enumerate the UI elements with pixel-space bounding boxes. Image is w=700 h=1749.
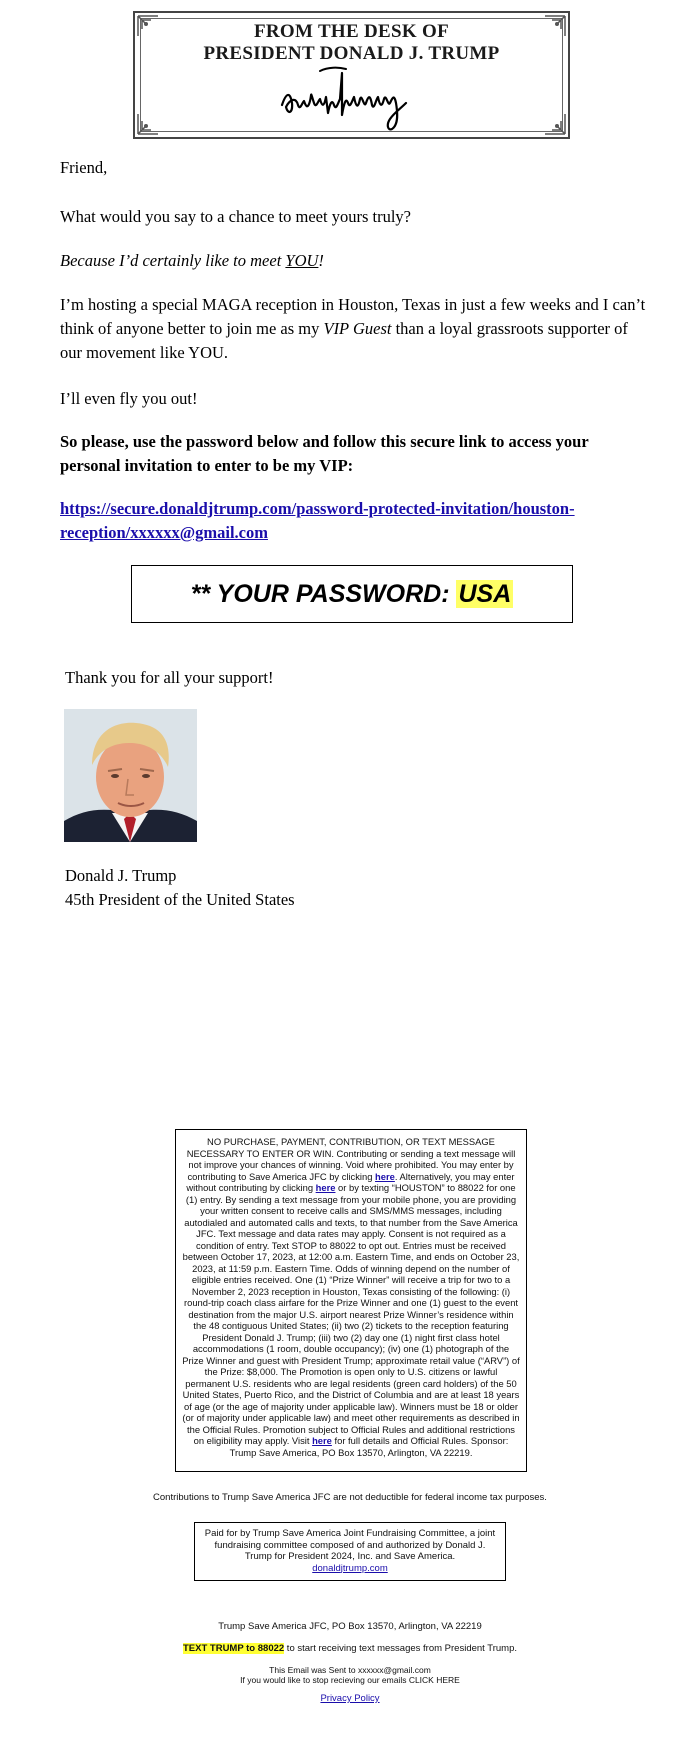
portrait-photo <box>64 709 197 842</box>
legal-text-4: for full details and Official Rules. Sponsor: Trump Save America, PO Box 13570, Arlington, VA 22219. <box>229 1435 509 1458</box>
invitation-link[interactable]: https://secure.donaldjtrump.com/password-protected-invitation/houston-reception/xxxxxx@gmail.com <box>60 499 575 542</box>
signature-image <box>280 63 420 133</box>
text-cta-rest: to start receiving text messages from President Trump. <box>284 1643 518 1654</box>
privacy-policy-link[interactable]: Privacy Policy <box>320 1693 380 1704</box>
password-label: ** YOUR PASSWORD: <box>190 580 457 608</box>
legal-link-official-rules[interactable]: here <box>312 1435 332 1446</box>
tax-disclaimer: Contributions to Trump Save America JFC are not deductible for federal income tax purposes. <box>153 1492 547 1503</box>
signoff-block <box>65 864 295 912</box>
sent-info <box>0 1665 700 1685</box>
fly-paragraph: I’ll even fly you out! <box>60 389 198 408</box>
letterhead-line-1: FROM THE DESK OF <box>254 21 449 42</box>
paid-for-box <box>194 1522 506 1581</box>
instruction-paragraph: So please, use the password below and follow this secure link to access your personal invitation to enter to be my VIP: <box>60 432 589 475</box>
password-box <box>131 565 573 623</box>
signoff-title: 45th President of the United States <box>65 890 295 909</box>
question-paragraph: What would you say to a chance to meet yours truly? <box>60 207 411 226</box>
site-link[interactable]: donaldjtrump.com <box>312 1562 388 1574</box>
legal-disclaimer-box <box>175 1129 527 1472</box>
letterhead-box <box>133 11 570 139</box>
because-suffix: ! <box>318 251 324 270</box>
greeting: Friend, <box>60 158 108 177</box>
legal-text-2: . Alternatively, you may enter without contributing by clicking <box>186 1170 515 1193</box>
legal-text-3: or by texting “HOUSTON” to 88022 for one (1) entry. By sending a text message from your mobile phone, you are providing your written consent to receive calls and SMS/MMS messages, including autodialed and automated calls and texts, to that number from the Save America JFC. Text message and data rates may apply. Consent is not required as a condition of entry. Text STOP to 88022 to opt out. Entries must be received between October 17, 2023, at 12:00 a.m. Eastern Time, and ends on October 23, 2023, at 11:59 p.m. Eastern Time. Odds of winning depend on the number of eligible entries received. One (1) “Prize Winner” will receive a trip for two to a November 2, 2023 reception in Houston, Texas consisting of the following: (i) round-trip coach class airfare for the Prize Winner and one (1) guest to the event destination from the major U.S. airport nearest Prize Winner’s residence within the 48 contiguous United States; (ii) two (2) tickets to the reception featuring President Donald J. Trump; (iii) two (2) day one (1) night first class hotel accommodations (1 room, double occupancy); (iv) one (1) photograph of the Prize Winner and guest with President Trump; approximate retail value (“ARV”) of the Prize: $8,000. The Promotion is open only to U.S. citizens or lawful permanent U.S. residents who are legal residents (green card holders) of the 50 United States, Puerto Rico, and the District of Columbia and are at least 18 years of age (or the age of majority under applicable law). Winners must be 18 or older (or of majority under applicable law) and meet other requirements as described in the Official Rules. Promotion subject to Official Rules and additional restrictions on eligibility may apply. Visit <box>182 1182 520 1446</box>
letterhead-line-2: PRESIDENT DONALD J. TRUMP <box>203 43 500 64</box>
legal-link-contribute[interactable]: here <box>375 1170 395 1182</box>
because-text: Because I’d certainly like to meet <box>60 251 286 270</box>
legal-link-free-entry[interactable]: here <box>315 1182 336 1193</box>
hosting-paragraph <box>60 293 650 365</box>
letterhead-title <box>135 21 568 65</box>
vip-guest-emphasis: VIP Guest <box>323 319 392 338</box>
legal-text-1: NO PURCHASE, PAYMENT, CONTRIBUTION, OR TEXT MESSAGE NECESSARY TO ENTER OR WIN. Contributing or sending a text message will not improve your chances of winning. Void where prohibited. You may enter by contributing to Save America JFC by clicking <box>186 1136 516 1182</box>
password-value: USA <box>458 580 512 608</box>
signoff-name: Donald J. Trump <box>65 866 177 885</box>
thanks-line: Thank you for all your support! <box>65 668 274 687</box>
emphasis-you: YOU <box>285 251 319 270</box>
text-cta-highlight: TEXT TRUMP to 88022 <box>182 1643 285 1654</box>
hosting-text-2: than a loyal grassroots supporter of our movement like YOU. <box>60 319 628 362</box>
corner-ornament-icon <box>135 111 161 137</box>
sent-to-line: This Email was Sent to xxxxxx@gmail.com <box>269 1665 431 1675</box>
footer-address: Trump Save America JFC, PO Box 13570, Arlington, VA 22219 <box>218 1621 482 1632</box>
paid-for-text: Paid for by Trump Save America Joint Fundraising Committee, a joint fundraising committee composed of and authorized by Donald J. Trump for President 2024, Inc. and Save America. <box>204 1528 496 1562</box>
corner-ornament-icon <box>542 111 568 137</box>
because-paragraph <box>60 249 650 273</box>
text-cta <box>0 1643 700 1654</box>
hosting-text-1: I’m hosting a special MAGA reception in Houston, Texas in just a few weeks and I can’t think of anyone better to join me as my <box>60 295 646 338</box>
unsubscribe-link[interactable]: If you would like to stop recieving our emails CLICK HERE <box>240 1675 460 1685</box>
